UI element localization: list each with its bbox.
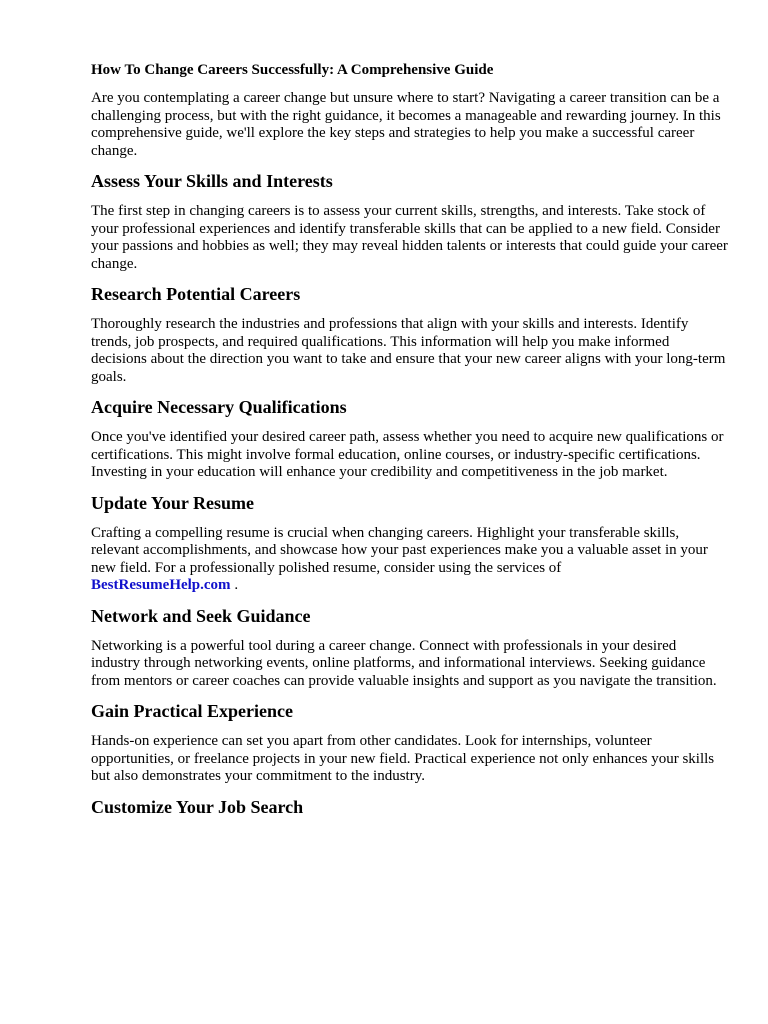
section-heading-customize-job-search: Customize Your Job Search <box>91 796 304 817</box>
update-resume-trailing-period: . <box>230 577 239 593</box>
section-body-acquire-qualifications: Once you've identified your desired career path, assess whether you need to acquire new qualifications or certifications. This might involve formal education, online courses, or industry-specific certifications. Investing in your education will enhance your credibility and competitiveness in the job market. <box>91 429 724 480</box>
section-heading-assess-skills: Assess Your Skills and Interests <box>91 171 333 191</box>
section-body-practical-experience: Hands-on experience can set you apart from other candidates. Look for internships, volunteer opportunities, or freelance projects in your new field. Practical experience not only enhances your skills but also demonstrates your commitment to the industry. <box>91 733 715 784</box>
section-body-network-guidance: Networking is a powerful tool during a career change. Connect with professionals in your desired industry through networking events, online platforms, and informational interviews. Seeking guidance from mentors or career coaches can provide valuable insights and support as you navigate the transition. <box>91 637 717 689</box>
intro-paragraph: Are you contemplating a career change but unsure where to start? Navigating a career transition can be a challenging process, but with the right guidance, it becomes a manageable and rewarding journey. In this comprehensive guide, we'll explore the key steps and strategies to help you make a successful career change. <box>91 90 721 159</box>
section-body-update-resume <box>91 525 728 595</box>
section-heading-practical-experience: Gain Practical Experience <box>91 701 293 721</box>
document-title: How To Change Careers Successfully: A Comprehensive Guide <box>91 62 494 78</box>
section-heading-acquire-qualifications: Acquire Necessary Qualifications <box>91 397 347 417</box>
section-heading-network-guidance: Network and Seek Guidance <box>91 605 311 626</box>
update-resume-text: Crafting a compelling resume is crucial when changing careers. Highlight your transferable skills, relevant accomplishments, and showcase how your past experiences make you a valuable asset in your new field. For a professionally polished resume, consider using the services of <box>91 524 708 576</box>
best-resume-help-link[interactable]: BestResumeHelp.com <box>91 577 231 593</box>
section-body-assess-skills: The first step in changing careers is to assess your current skills, strengths, and interests. Take stock of your professional experiences and identify transferable skills that can be applied to a new field. Consider your passions and hobbies as well; they may reveal hidden talents or interests that could guide your career change. <box>91 203 728 272</box>
section-heading-update-resume: Update Your Resume <box>91 492 255 513</box>
section-body-research-careers: Thoroughly research the industries and professions that align with your skills and interests. Identify trends, job prospects, and required qualifications. This information will help you make informed decisions about the direction you want to take and ensure that your new career aligns with your long-term goals. <box>91 316 726 385</box>
section-heading-research-careers: Research Potential Careers <box>91 284 301 304</box>
